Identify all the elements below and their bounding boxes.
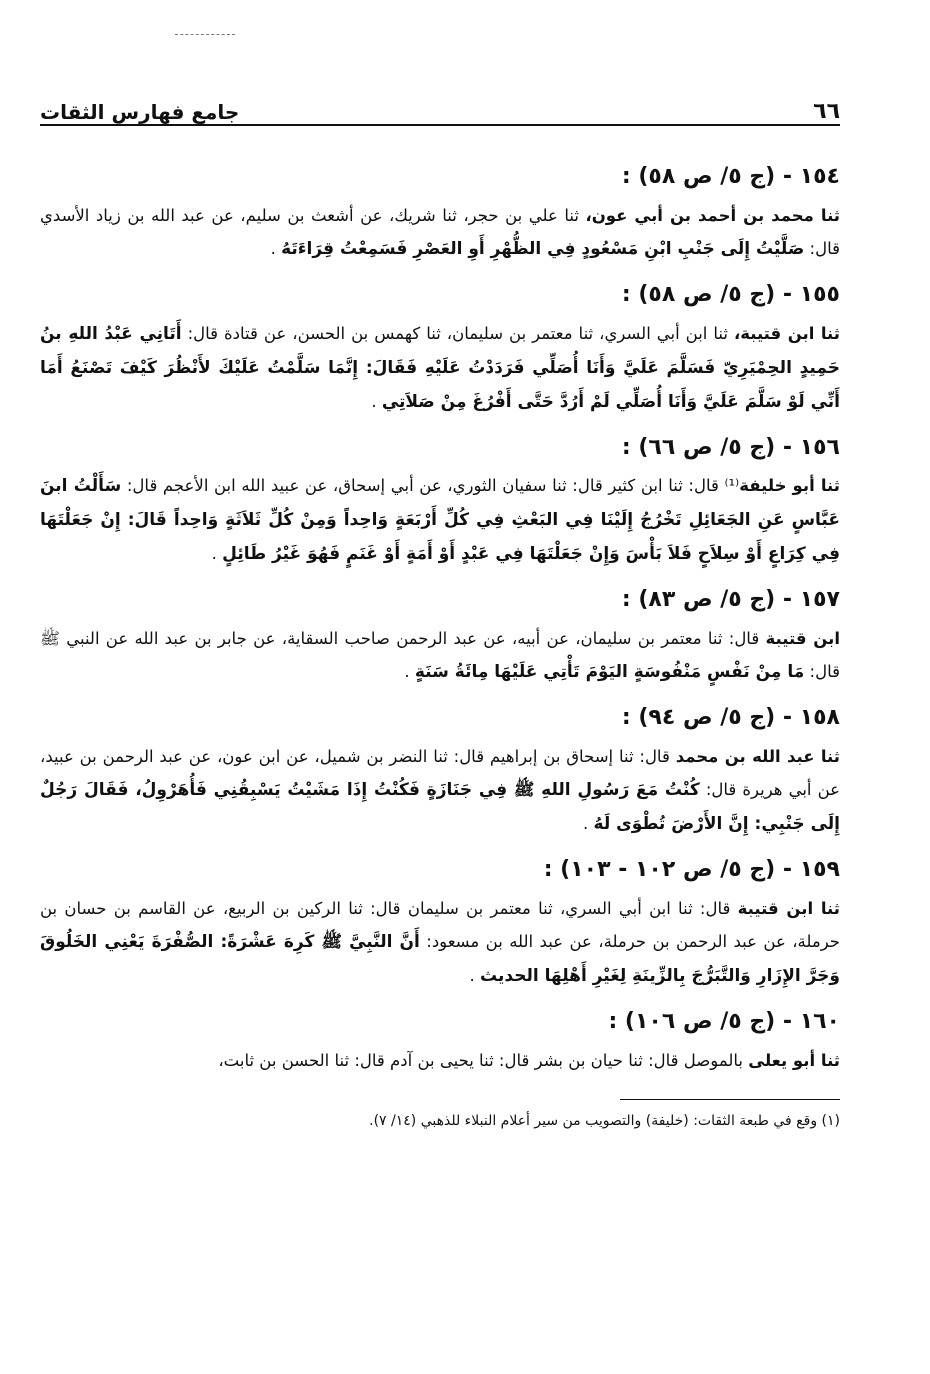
entry-heading: ١٥٦ - (ج ٥/ ص ٦٦) : xyxy=(621,434,840,460)
entry-body xyxy=(40,469,840,571)
entry-quote: كُنْتُ مَعَ رَسُولِ اللهِ ﷺ فِي جَنَازَةٍ فَكُنْتُ إِذَا مَشَيْتُ يَسْبِقُنِي فَأُهَرْوِلُ، فَقَالَ رَجُلٌ إِلَى جَنْبِي: إِنَّ الأَرْضَ تُطْوَى لَهُ xyxy=(40,779,840,834)
footnote-separator xyxy=(620,1099,840,1100)
entry-chain: ⁽¹⁾ قال: ثنا ابن كثير قال: ثنا سفيان الثوري، عن أبي إسحاق، عن عبيد الله ابن الأعجم قال: xyxy=(121,476,740,496)
entry-chain: قال: ثنا ابن أبي السري، ثنا معتمر بن سليمان قال: ثنا الركين بن الربيع، عن القاسم بن حسان بن حرملة، عن عبد الرحمن بن حرملة، عن عبد الله بن مسعود: xyxy=(40,898,841,951)
running-header xyxy=(40,88,840,126)
entry-body xyxy=(40,892,840,993)
entry-quote: صَلَّيْتُ إِلَى جَنْبِ ابْنِ مَسْعُودٍ فِي الظُّهْرِ أَوِ العَصْرِ فَسَمِعْتُ قِرَاءَتَهُ xyxy=(281,238,805,259)
entry-heading: ١٥٥ - (ج ٥/ ص ٥٨) : xyxy=(621,281,840,307)
entry-chain: قال: ثنا إسحاق بن إبراهيم قال: ثنا النضر بن شميل، عن ابن عون، عن عبد الرحمن بن عبيد، عن أبي هريرة قال: xyxy=(40,746,840,799)
footnote: (١) وقع في طبعة الثقات: (خليفة) والتصويب من سير أعلام النبلاء للذهبي (١٤/ ٧). xyxy=(369,1112,840,1129)
entry-heading: ١٥٤ - (ج ٥/ ص ٥٨) : xyxy=(621,164,840,189)
entry-159 xyxy=(40,855,840,993)
entry-narrator: ثنا أبو خليفة xyxy=(739,476,840,496)
entry-155 xyxy=(40,280,840,419)
entry-quote: أَتَانِي عَبْدُ اللهِ بنُ حَمِيدٍ الحِمْيَرِيّ فَسَلَّمَ عَلَيَّ وَأَنَا أُصَلِّي فَرَدَدْتُ عَلَيْهِ فَقَالَ: إِنَّمَا سَلَّمْتُ عَلَيْكَ لأَنْظُرَ كَيْفَ تَصْنَعُ أَمَا أَنِّي لَوْ سَلَّمَ عَلَيَّ وَأَنَا أُصَلِّي لَمْ أَرُدَّ حَتَّى أَفْرُغَ مِنْ صَلاَتِي xyxy=(40,323,840,412)
entry-157 xyxy=(40,585,840,689)
entry-158 xyxy=(40,703,840,841)
entry-body xyxy=(40,317,840,419)
entry-narrator: ثنا عبد الله بن محمد xyxy=(675,746,840,766)
entry-quote: سَأَلْتُ ابنَ عَبَّاسٍ عَنِ الجَعَائِلِ تَخْرُجُ إِلَيْنَا فِي البَعْثِ فِي كُلِّ أَرْبَعَةٍ وَاحِداً وَمِنْ كُلِّ ثَلاَثَةٍ وَاحِداً قَالَ: إِنْ جَعَلْتَهَا فِي كِرَاعٍ أَوْ سِلاَحٍ فَلاَ بَأْسَ وَإِنْ جَعَلْتَهَا فِي عَبْدٍ أَوْ أَمَةٍ أَوْ غَنَمٍ فَهُوَ غَيْرُ طَائِلٍ xyxy=(40,476,840,565)
entry-heading: ١٥٩ - (ج ٥/ ص ١٠٢ - ١٠٣) : xyxy=(543,856,840,882)
entry-154 xyxy=(40,162,840,266)
entry-tail: . xyxy=(270,238,282,258)
scan-mark xyxy=(175,34,235,35)
entry-tail: . xyxy=(404,662,415,682)
book-title: جامع فهارس الثقات xyxy=(40,100,240,124)
entry-chain: قال: ثنا معتمر بن سليمان، عن أبيه، عن عبد الرحمن صاحب السقاية، عن جابر بن عبد الله عن النبي ﷺ قال: xyxy=(40,629,840,682)
entry-160 xyxy=(40,1007,840,1077)
entry-tail: . xyxy=(211,544,223,564)
entry-narrator: ثنا محمد بن أحمد بن أبي عون، xyxy=(585,205,840,225)
entry-body xyxy=(40,740,840,841)
entry-chain: بالموصل قال: ثنا حيان بن بشر قال: ثنا يحيى بن آدم قال: ثنا الحسن بن ثابت، xyxy=(218,1050,749,1070)
entry-body xyxy=(40,199,840,266)
page-number: ٦٦ xyxy=(813,99,840,124)
entry-tail: . xyxy=(583,813,594,833)
page xyxy=(40,88,840,1132)
entry-heading: ١٥٧ - (ج ٥/ ص ٨٣) : xyxy=(621,587,840,613)
entry-narrator: ثنا ابن قتيبة، xyxy=(733,323,840,343)
entry-quote: مَا مِنْ نَفْسٍ مَنْفُوسَةٍ اليَوْمَ تَأْتِي عَلَيْهَا مِائَةُ سَنَةٍ xyxy=(414,662,805,683)
entry-narrator: ابن قتيبة xyxy=(765,629,840,649)
entry-tail: . xyxy=(371,391,382,411)
entry-tail: . xyxy=(469,965,481,985)
entry-narrator: ثنا أبو يعلى xyxy=(748,1050,840,1070)
entry-chain: ثنا علي بن حجر، ثنا شريك، عن أشعث بن سليم، عن عبد الله بن زياد الأسدي قال: xyxy=(40,205,840,258)
entry-156 xyxy=(40,433,840,572)
entry-heading: ١٦٠ - (ج ٥/ ص ١٠٦) : xyxy=(608,1008,840,1034)
entry-heading: ١٥٨ - (ج ٥/ ص ٩٤) : xyxy=(621,705,840,731)
entry-body xyxy=(40,622,840,689)
entry-chain: ثنا ابن أبي السري، ثنا معتمر بن سليمان، ثنا كهمس بن الحسن، عن قتادة قال: xyxy=(181,323,734,343)
entry-body xyxy=(40,1044,840,1077)
entry-quote: أَنَّ النَّبِيَّ ﷺ كَرِهَ عَشْرَةً: الصُّفْرَةَ يَعْنِي الخَلُوقَ وَجَرَّ الإِزَارِ وَالتَّبَرُّجَ بِالزِّينَةِ لِغَيْرِ أَهْلِهَا الحديث xyxy=(40,931,840,986)
entry-narrator: ثنا ابن قتيبة xyxy=(737,898,840,918)
